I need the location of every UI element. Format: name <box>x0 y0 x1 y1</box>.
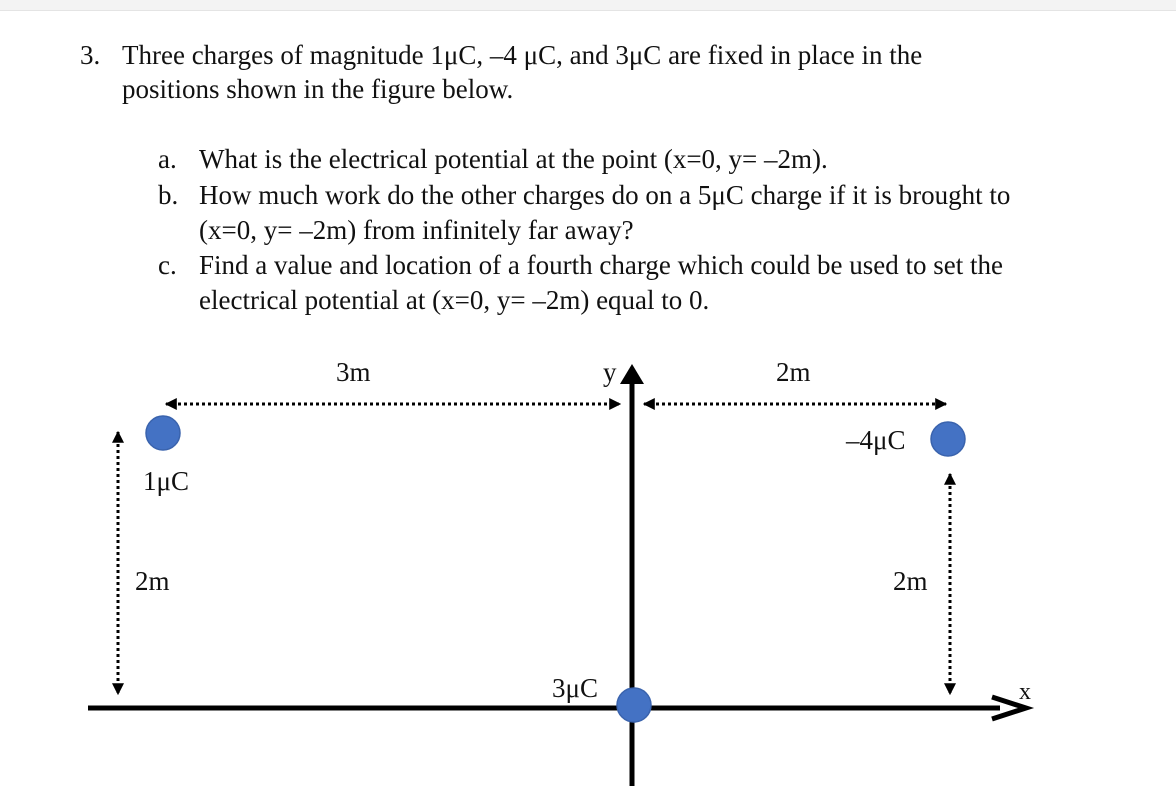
problem-number: 3. <box>80 40 101 70</box>
charge-3uC <box>617 688 651 722</box>
charge-label-3uC: 3μC <box>552 673 598 703</box>
problem-statement-line-2: positions shown in the figure below. <box>122 74 514 104</box>
problem-statement-line-1: Three charges of magnitude 1μC, –4 μC, and 3μC are fixed in place in the <box>122 40 923 70</box>
charge-minus4uC <box>931 422 965 456</box>
distance-label-left-horizontal: 3m <box>336 357 371 387</box>
y-axis-label: y <box>603 357 617 387</box>
part-c-letter: c. <box>158 250 177 280</box>
y-axis-arrowhead <box>620 364 644 384</box>
distance-label-right-vertical: 2m <box>893 566 928 596</box>
charge-label-1uC: 1μC <box>143 466 189 496</box>
part-c-text-line-2: electrical potential at (x=0, y= –2m) equal to 0. <box>199 285 710 315</box>
distance-label-left-vertical: 2m <box>135 566 170 596</box>
distance-label-right-horizontal: 2m <box>776 357 811 387</box>
part-c-text-line-1: Find a value and location of a fourth charge which could be used to set the <box>199 250 1004 280</box>
part-b-text-line-1: How much work do the other charges do on a 5μC charge if it is brought to <box>199 180 1011 210</box>
part-b-letter: b. <box>158 180 179 210</box>
part-a-letter: a. <box>158 144 177 174</box>
x-axis-label: x <box>1019 679 1031 705</box>
part-b-text-line-2: (x=0, y= –2m) from infinitely far away? <box>199 215 634 245</box>
charge-1uC <box>146 416 180 450</box>
charge-label-minus4uC: –4μC <box>846 425 906 455</box>
part-a-text: What is the electrical potential at the point (x=0, y= –2m). <box>199 144 828 174</box>
